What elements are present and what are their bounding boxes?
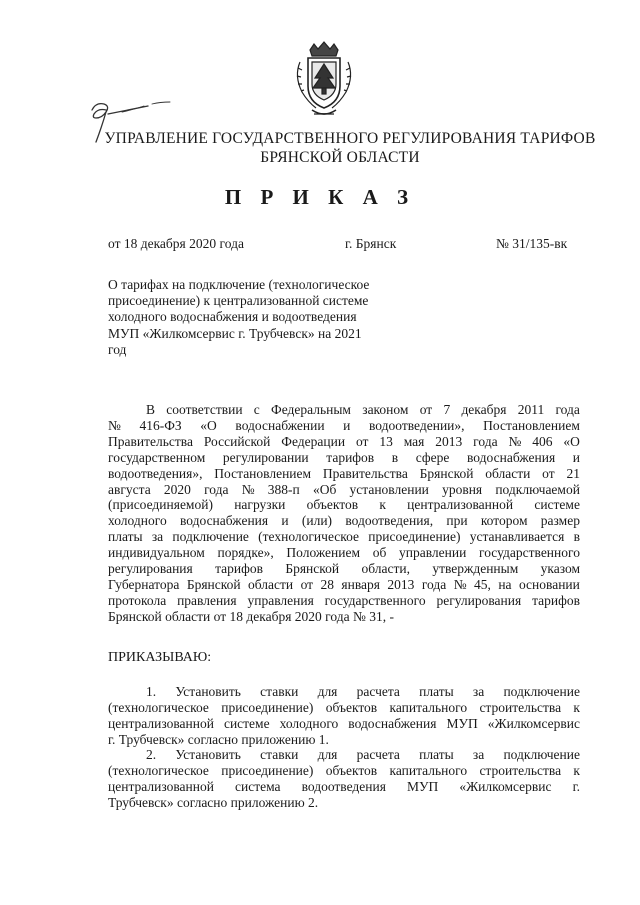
order-word: ПРИКАЗЫВАЮ: <box>108 650 212 665</box>
word: тарифов <box>532 592 580 608</box>
word: Губернатора <box>108 576 180 592</box>
word: 2013 <box>435 433 463 449</box>
word: для <box>317 747 338 762</box>
word: объектов <box>325 699 378 715</box>
word: централизованной <box>108 715 214 731</box>
word: при <box>446 513 468 529</box>
word: водоснабжения <box>467 449 556 465</box>
preamble-line <box>108 529 580 545</box>
word: года <box>555 402 580 417</box>
word: установлении <box>349 481 429 497</box>
word: Брянской <box>186 576 241 592</box>
word: водоотведения», <box>108 465 203 481</box>
word: за <box>472 747 485 762</box>
word: указом <box>540 561 580 577</box>
item-line <box>108 716 580 732</box>
word: централизованной <box>407 497 514 513</box>
word: января <box>341 576 380 592</box>
word: соответствии <box>166 402 243 417</box>
order-number: № 31/135-вк <box>496 236 568 251</box>
word: размер <box>540 513 580 529</box>
word: (технологическое <box>258 529 360 545</box>
word: с <box>253 402 260 417</box>
word: на <box>498 576 512 592</box>
word: тарифов <box>215 561 263 577</box>
item-line: Трубчевск» согласно приложению 2. <box>108 794 319 810</box>
subject-line: О тарифах на подключение (технологическое <box>108 277 370 292</box>
word: водоснабжения <box>348 715 437 731</box>
word: № <box>241 481 255 497</box>
word: подключаемой <box>495 481 580 497</box>
word: за <box>151 529 164 545</box>
preamble-line <box>108 434 580 450</box>
word: области, <box>361 561 410 577</box>
word: платы <box>419 747 454 762</box>
word: нагрузки <box>234 497 286 513</box>
word: государственного <box>324 592 426 608</box>
word: водоотведении», <box>369 417 465 433</box>
item-line <box>108 684 580 700</box>
word: № <box>453 576 467 592</box>
word: протокола <box>108 592 167 608</box>
org-name-line1: УПРАВЛЕНИЕ ГОСУДАРСТВЕННОГО РЕГУЛИРОВАНИЯ ТАРИФОВ <box>104 130 596 147</box>
word: 13 <box>379 433 393 449</box>
word: Федеральным <box>271 402 351 417</box>
word: системе <box>223 715 270 731</box>
word: ставки <box>260 747 299 762</box>
word: 1. <box>146 684 157 699</box>
item-line <box>108 763 580 779</box>
preamble-line <box>108 450 580 466</box>
word: области <box>248 576 294 592</box>
item-line <box>108 779 580 795</box>
word: 406 <box>532 433 553 449</box>
subject-line: холодного водоснабжения и водоотведения <box>108 309 357 325</box>
word: Российской <box>203 433 271 449</box>
word: (присоединяемой) <box>108 497 213 513</box>
subject-line: присоединение) к централизованной системе <box>108 293 369 309</box>
order-date: от 18 декабря 2020 года <box>108 236 244 251</box>
preamble-line <box>108 513 580 529</box>
word: строительства <box>479 762 562 778</box>
word: котором <box>480 513 528 529</box>
word: 416-ФЗ <box>139 417 182 433</box>
item-line <box>108 700 580 716</box>
word: платы <box>419 684 454 699</box>
word: № <box>108 417 121 433</box>
word: присоединение) <box>221 762 314 778</box>
word: (технологическое <box>108 762 209 778</box>
word: за <box>472 684 485 699</box>
word: в <box>391 449 399 465</box>
word: холодного <box>108 513 167 529</box>
word: регулирования <box>108 561 193 577</box>
word: сфере <box>415 449 450 465</box>
word: централизованной <box>108 778 214 794</box>
preamble-paragraph <box>108 402 580 625</box>
word: «О <box>563 433 580 449</box>
word: и <box>343 417 351 433</box>
word: от <box>300 576 314 592</box>
word: Федерации <box>281 433 346 449</box>
word: (или) <box>301 513 333 529</box>
word: законом <box>362 402 409 417</box>
word: холодного <box>279 715 339 731</box>
word: 2011 <box>517 402 545 417</box>
word: государственном <box>108 449 206 465</box>
word: (технологическое <box>108 699 209 715</box>
preamble-line: Брянской области от 18 декабря 2020 года № 31, - <box>108 608 394 624</box>
word: 28 <box>320 576 334 592</box>
word: правления <box>177 592 237 608</box>
preamble-line <box>108 593 580 609</box>
word: расчета <box>356 747 400 762</box>
item-line <box>108 747 580 763</box>
subject-line: год <box>108 341 127 357</box>
word: водоснабжении <box>235 417 325 433</box>
item-line: г. Трубчевск» согласно приложению 1. <box>108 731 329 747</box>
word: области <box>485 465 531 481</box>
doc-title: П Р И К А З <box>224 185 416 209</box>
preamble-line <box>108 466 580 482</box>
word: регулировании <box>222 449 309 465</box>
preamble-line <box>108 497 580 513</box>
org-name-line2: БРЯНСКОЙ ОБЛАСТИ <box>260 149 420 166</box>
word: 2020 <box>163 481 191 497</box>
word: и <box>572 449 580 465</box>
word: года <box>421 576 447 592</box>
word: капитального <box>389 762 468 778</box>
word: от <box>355 433 369 449</box>
word: капитального <box>389 699 468 715</box>
word: водоснабжения <box>179 513 269 529</box>
word: МУП <box>406 778 439 794</box>
word: основании <box>518 576 580 592</box>
word: 388-п <box>267 481 300 497</box>
word: водоотведения, <box>345 513 434 529</box>
word: от <box>542 465 555 481</box>
word: к <box>573 699 580 715</box>
word: МУП <box>446 715 478 731</box>
word: регулирования <box>436 592 522 608</box>
preamble-line <box>108 418 580 434</box>
order-item-1 <box>108 684 580 748</box>
word: для <box>317 684 338 699</box>
word: подключение <box>172 529 249 545</box>
word: к <box>573 762 580 778</box>
word: об <box>372 545 387 561</box>
word: уровня <box>442 481 483 497</box>
word: «Жилкомсервис <box>487 715 580 731</box>
word: платы <box>108 529 143 545</box>
word: порядке», <box>217 545 274 561</box>
word: присоединение) <box>221 699 314 715</box>
word: Брянской <box>419 465 474 481</box>
word: Правительства <box>322 465 408 481</box>
bryansk-coat-of-arms-icon <box>292 40 356 122</box>
word: В <box>146 402 156 417</box>
subject-line: МУП «Жилкомсервис г. Трубчевск» на 2021 <box>108 325 362 341</box>
word: система <box>234 778 281 794</box>
word: ставки <box>260 684 299 699</box>
word: строительства <box>479 699 562 715</box>
word: к <box>379 497 386 513</box>
word: Брянской <box>285 561 340 577</box>
word: объектов <box>325 762 378 778</box>
word: «Жилкомсервис <box>459 778 552 794</box>
word: Постановлением <box>214 465 312 481</box>
word: года <box>204 481 229 497</box>
word: 2. <box>146 747 157 762</box>
word: расчета <box>356 684 400 699</box>
word: утвержденным <box>432 561 519 577</box>
word: государственного <box>479 545 580 561</box>
word: индивидуальном <box>108 545 205 561</box>
word: водоотведения <box>301 778 386 794</box>
word: «О <box>200 417 217 433</box>
word: 45, <box>474 576 491 592</box>
word: устанавливается <box>469 529 565 545</box>
word: г. <box>572 778 580 794</box>
word: Правительства <box>108 433 193 449</box>
word: года <box>473 433 498 449</box>
word: 21 <box>566 465 580 481</box>
preamble-line <box>108 402 580 418</box>
word: 2013 <box>387 576 415 592</box>
word: подключение <box>503 684 580 699</box>
word: объектов <box>306 497 359 513</box>
order-subject <box>108 277 408 358</box>
word: системе <box>534 497 580 513</box>
preamble-line <box>108 482 580 498</box>
word: «Об <box>312 481 337 497</box>
preamble-line <box>108 577 580 593</box>
preamble-line <box>108 545 580 561</box>
word: тарифов <box>326 449 375 465</box>
preamble-line <box>108 561 580 577</box>
word: декабря <box>461 402 507 417</box>
word: Постановлением <box>483 417 580 433</box>
word: № <box>508 433 522 449</box>
word: мая <box>403 433 425 449</box>
word: 7 <box>443 402 451 417</box>
word: управлении <box>399 545 467 561</box>
word: Установить <box>175 747 241 762</box>
word: присоединение) <box>368 529 461 545</box>
word: Установить <box>175 684 241 699</box>
word: подключение <box>503 747 580 762</box>
word: от <box>419 402 433 417</box>
word: Положением <box>286 545 360 561</box>
order-city: г. Брянск <box>345 236 397 251</box>
order-item-2 <box>108 747 580 811</box>
word: и <box>281 513 289 529</box>
word: в <box>573 529 580 545</box>
word: управления <box>247 592 314 608</box>
word: августа <box>108 481 151 497</box>
